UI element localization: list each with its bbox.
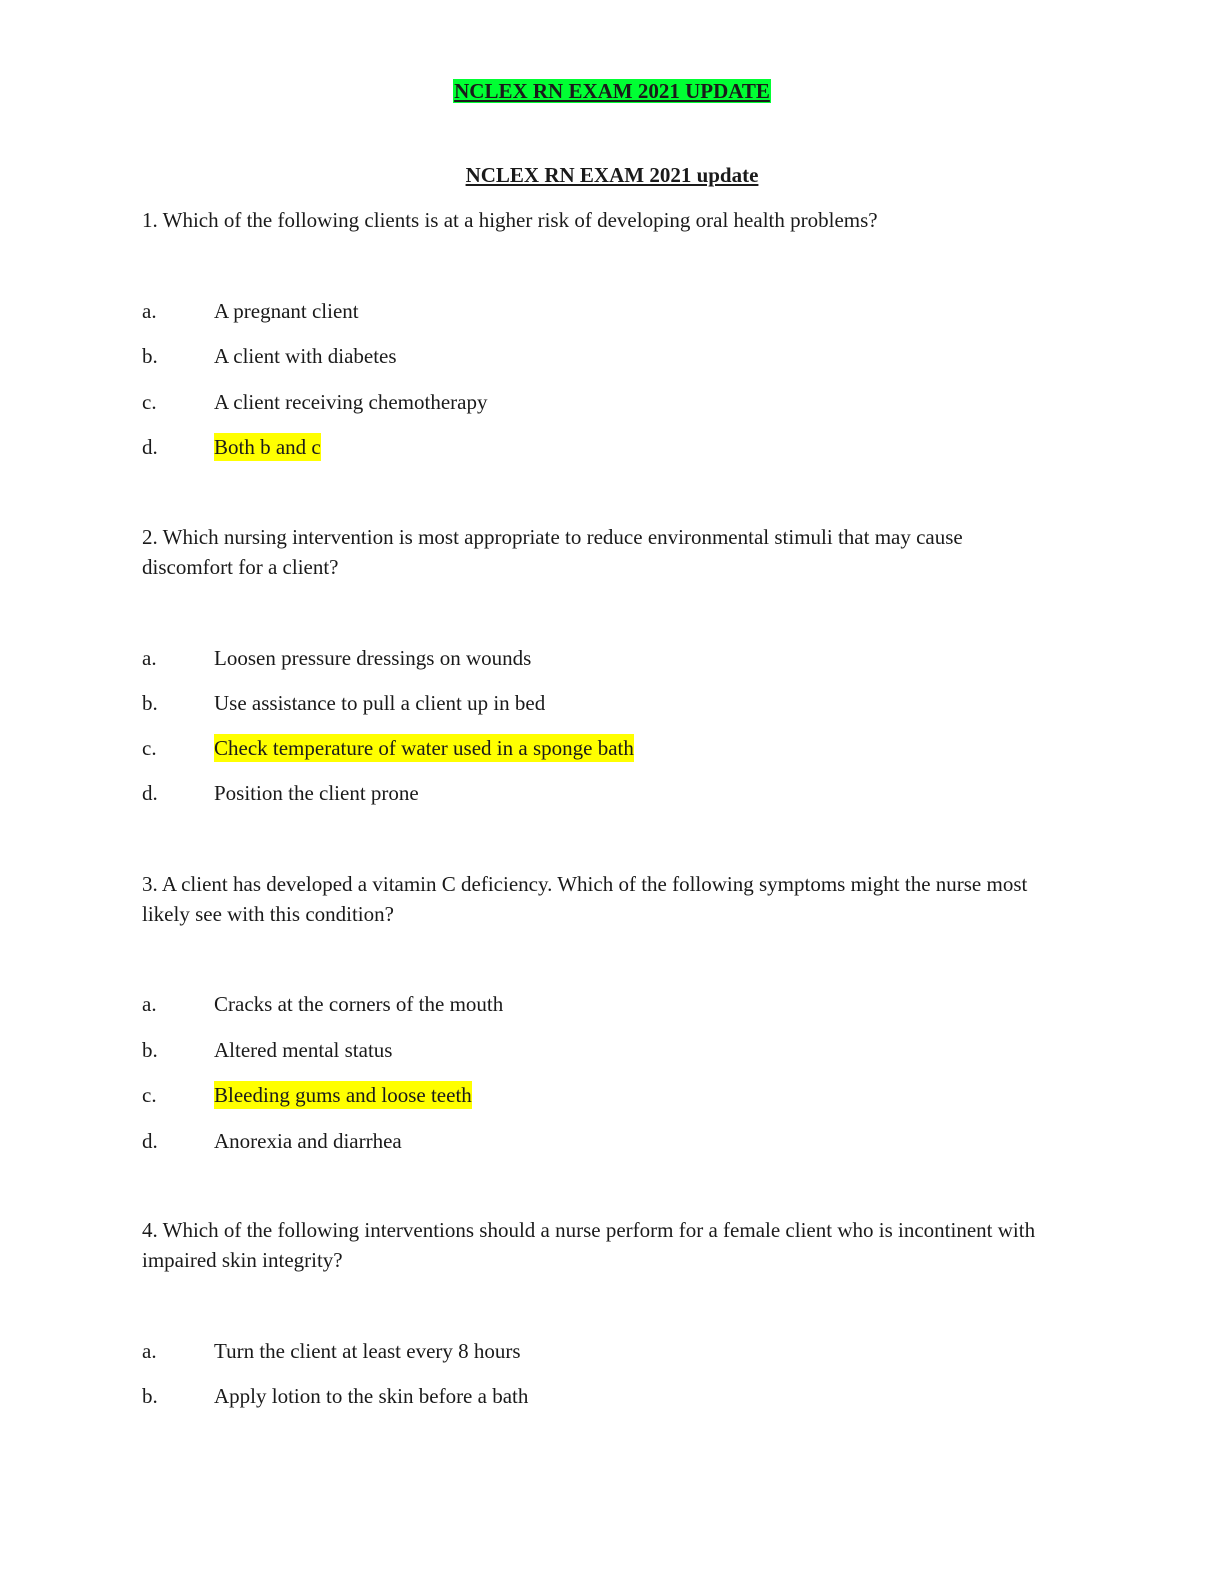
- option-text: Anorexia and diarrhea: [214, 1129, 402, 1153]
- option-text: A client receiving chemotherapy: [214, 390, 488, 414]
- option-text-highlighted: Check temperature of water used in a sponge bath: [214, 736, 634, 760]
- option-letter: d.: [142, 1129, 158, 1153]
- banner-heading: [0, 78, 1224, 104]
- question-2-text: 2. Which nursing intervention is most appropriate to reduce environmental stimuli that may cause discomfort for a client?: [142, 525, 963, 579]
- option-text: Turn the client at least every 8 hours: [214, 1339, 521, 1363]
- option-text: Position the client prone: [214, 781, 419, 805]
- option-letter: b.: [142, 344, 158, 368]
- option-text-highlighted: Both b and c: [214, 435, 321, 459]
- option-text: Use assistance to pull a client up in bed: [214, 691, 546, 715]
- option-letter: a.: [142, 1339, 157, 1363]
- document-title: NCLEX RN EXAM 2021 update: [465, 163, 759, 187]
- option-text: A client with diabetes: [214, 344, 397, 368]
- option-letter: a.: [142, 646, 157, 670]
- option-letter: a.: [142, 992, 157, 1016]
- question-1-text: 1. Which of the following clients is at a higher risk of developing oral health problems?: [142, 208, 878, 232]
- option-letter: c.: [142, 736, 157, 760]
- option-text: Altered mental status: [214, 1038, 393, 1062]
- question-4-text: 4. Which of the following interventions should a nurse perform for a female client who is incontinent with impaired skin integrity?: [142, 1218, 1036, 1272]
- option-text: Cracks at the corners of the mouth: [214, 992, 504, 1016]
- option-letter: d.: [142, 781, 158, 805]
- option-text: A pregnant client: [214, 299, 359, 323]
- option-letter: a.: [142, 299, 157, 323]
- option-letter: b.: [142, 691, 158, 715]
- option-letter: d.: [142, 435, 158, 459]
- option-letter: b.: [142, 1384, 158, 1408]
- option-text-highlighted: Bleeding gums and loose teeth: [214, 1083, 472, 1107]
- banner-text: NCLEX RN EXAM 2021 UPDATE: [454, 79, 770, 103]
- option-letter: c.: [142, 1083, 157, 1107]
- option-letter: b.: [142, 1038, 158, 1062]
- question-3-text: 3. A client has developed a vitamin C deficiency. Which of the following symptoms might the nurse most likely see with this condition?: [142, 872, 1028, 926]
- option-letter: c.: [142, 390, 157, 414]
- option-text: Apply lotion to the skin before a bath: [214, 1384, 529, 1408]
- option-text: Loosen pressure dressings on wounds: [214, 646, 532, 670]
